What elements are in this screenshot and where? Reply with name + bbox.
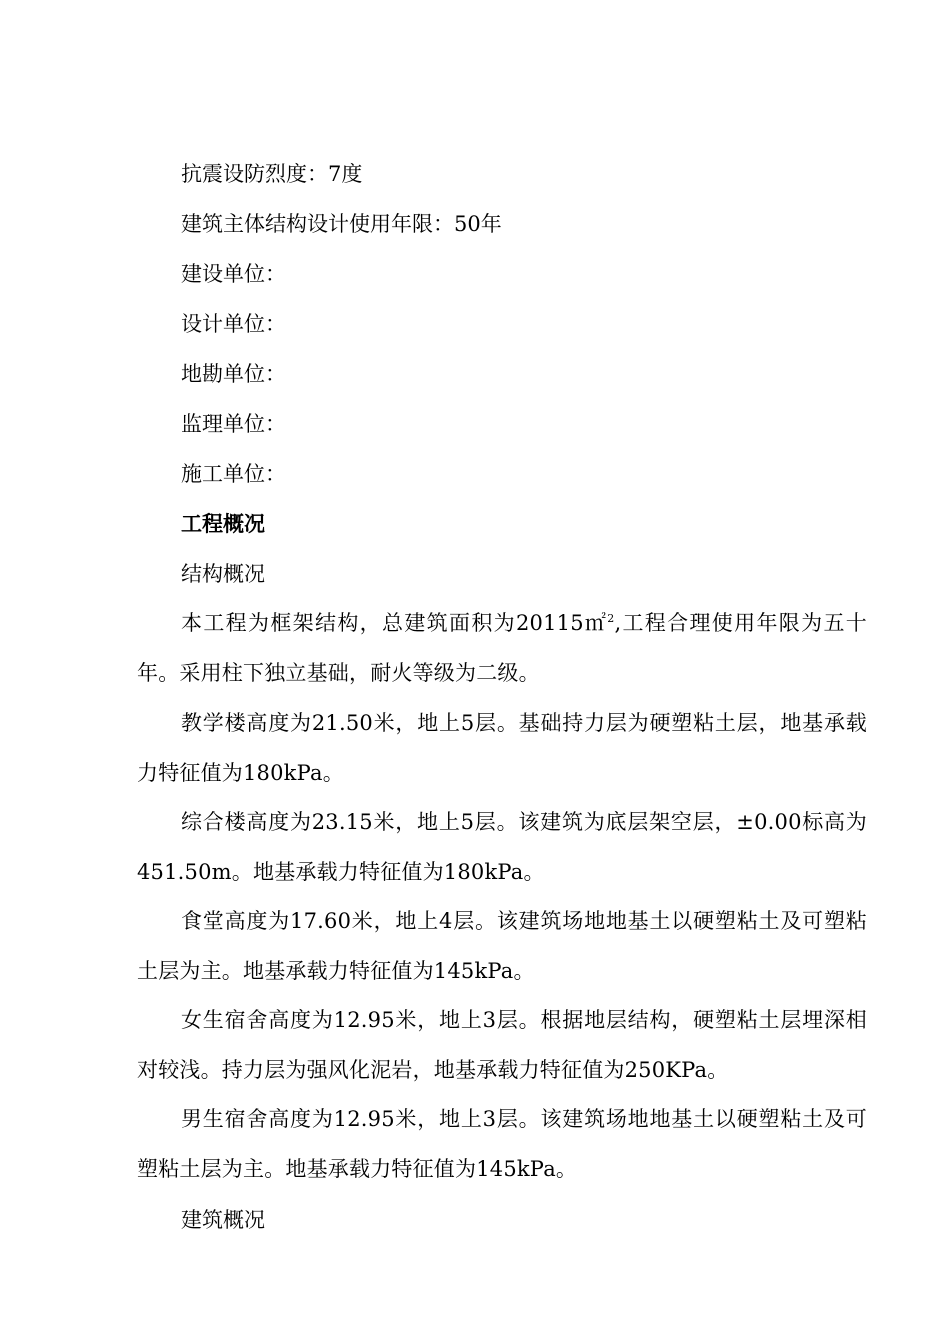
owner-unit-line: 建设单位： [181, 262, 286, 286]
paragraph-canteen: 食堂高度为17.60米，地上4层。该建筑场地地基土以硬塑粘土及可塑粘土层为主。地基承载力特征值为145kPa。 [137, 909, 867, 983]
paragraph-structure-summary [137, 598, 867, 698]
survey-unit-line: 地勘单位： [181, 362, 286, 386]
paragraph-male-dormitory: 男生宿舍高度为12.95米，地上3层。该建筑场地地基土以硬塑粘土及可塑粘土层为主。地基承载力特征值为145kPa。 [137, 1107, 867, 1181]
paragraph-structure-summary-part2: ,工程合理使用年限为五十年。采用柱下独立基础，耐火等级为二级。 [137, 611, 867, 685]
paragraph-structure-summary-part1: 本工程为框架结构，总建筑面积为20115㎡ [181, 611, 608, 635]
service-life-line: 建筑主体结构设计使用年限：50年 [181, 212, 502, 236]
paragraph-complex-building: 综合楼高度为23.15米，地上5层。该建筑为底层架空层，±0.00标高为451.50m。地基承载力特征值为180kPa。 [137, 810, 867, 884]
paragraph-female-dormitory: 女生宿舍高度为12.95米，地上3层。根据地层结构，硬塑粘土层埋深相对较浅。持力层为强风化泥岩，地基承载力特征值为250KPa。 [137, 1008, 867, 1082]
paragraph-teaching-building: 教学楼高度为21.50米，地上5层。基础持力层为硬塑粘土层，地基承载力特征值为180kPa。 [137, 711, 867, 785]
design-unit-line: 设计单位： [181, 312, 286, 336]
area-superscript: 2 [607, 612, 615, 625]
construction-unit-line: 施工单位： [181, 462, 286, 486]
seismic-intensity-line: 抗震设防烈度：7度 [181, 162, 363, 186]
subheading-structure-overview: 结构概况 [181, 562, 265, 586]
subheading-building-overview: 建筑概况 [181, 1208, 265, 1232]
section-heading-project-overview: 工程概况 [181, 511, 265, 536]
supervision-unit-line: 监理单位： [181, 412, 286, 436]
